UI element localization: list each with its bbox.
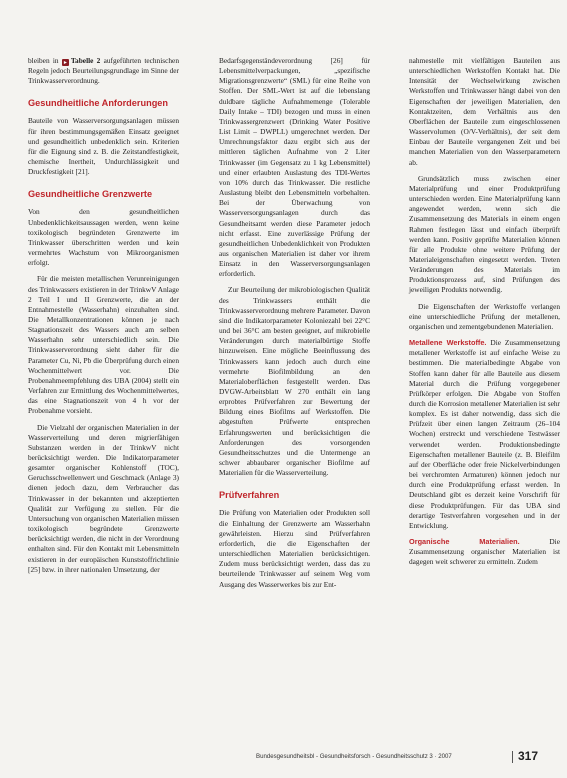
paragraph: nahmestelle mit vielfältigen Bauteilen aus unterschiedlichen Werkstoffen Kontakt hat. Die Intensität der Wechselwirkung zwischen Werkstoffen und Trinkwasser hängt dabei von den Eigenschaften der jeweiligen Materialien, den Kontaktzeiten, dem Verhältnis aus den Oberflächen der Bauteile zum eingeschlossenen Wasservolumen (O/V-Verhältnis), der seit dem Einbau der Bauteile vergangenen Zeit und bei manchen Materialien von den Wasserparametern ab. bbox=[409, 56, 560, 167]
runin-heading-organische: Organische Materialien. bbox=[409, 537, 520, 547]
text-column-left bbox=[28, 56, 179, 581]
paragraph: Von den gesundheitlichen Unbedenklichkeitsaussagen werden, wenn keine toxikologisch begründeten Grenzwerte im Trinkwasser überschritten werden und kein vermehrtes Wachstum von Mikroorganismen erfolgt. bbox=[28, 207, 179, 268]
paragraph: Grundsätzlich muss zwischen einer Materialprüfung und einer Produktprüfung unterschieden werden. Eine Materialprüfung kann angewendet werden, wenn sich die Zusammensetzung des Materials in einem engen Rahmen festlegen lässt und einfach überprüft werden kann. Positiv geprüfte Materialien können für alle Produkte ohne weitere Prüfung der Materialeigenschaften eingesetzt werden. Treten Veränderungen des Materials im Produktionsprozess auf, sind Prüfungen des jeweiligen Produkts notwendig. bbox=[409, 173, 560, 295]
text-column-right bbox=[409, 56, 560, 574]
paragraph: Für die meisten metallischen Verunreinigungen des Trinkwassers existieren in der TrinkwV Anlage 2 Teil I und II Grenzwerte, die an der Entnahmestelle (Wasserhahn) einzuhalten sind. Die Metallkonzentrationen können je nach Stagnationszeit des Wassers auch am selben Wasserhahn sehr unterschiedlich sein. Die Trinkwasserverordnung sieht daher für die Parameter Cu, Ni, Pb die Überprüfung durch einen Wochenmittelwert vor. Die Probenahmeempfehlung des UBA (2004) stellt ein Verfahren zur Ermittlung des Wochenmittelwertes, das eine Stagnationszeit von 4 h vor der Probenahme vorsieht. bbox=[28, 274, 179, 416]
section-heading-grenzwerte: Gesundheitliche Grenzwerte bbox=[28, 189, 153, 200]
section-heading-anforderungen: Gesundheitliche Anforderungen bbox=[28, 98, 169, 109]
runin-heading-metallene: Metallene Werkstoffe. bbox=[409, 338, 487, 348]
paragraph bbox=[409, 537, 560, 567]
journal-citation: Bundesgesundheitsbl - Gesundheitsforsch - Gesundheitsschutz 3 · 2007 bbox=[256, 753, 452, 760]
paragraph bbox=[28, 56, 179, 86]
table-ref-icon: ▸ bbox=[63, 59, 67, 66]
paragraph: Die Vielzahl der organischen Materialien in der Wasserverteilung und deren migrierfähigen Substanzen werden in der TrinkwV nicht berücksichtigt werden. Die Indikatorparameter gesamter organischer Kohlenstoff (TOC), Geruchsschwellenwert und Geschmack (Anlage 3) dienen jedoch dazu, dem Verbraucher das Trinkwasser in der bekannten und akzeptierten Qualität zur Verfügung zu stellen. Für die Untersuchung von organischen Materialien müssen toxikologisch begründete Grenzwerte berücksichtigt werden, die nicht in der Verordnung enthalten sind. Für den Kontakt mit Lebensmitteln existieren in der europäischen Kunststoffrichtlinie [25] bzw. in ihrer nationalen Umsetzung, der bbox=[28, 422, 179, 574]
section-heading-pruefverfahren: Prüfverfahren bbox=[219, 490, 280, 501]
paragraph: Bedarfsgegenständeverordnung [26] für Lebensmittelverpackungen, „spezifische Migrationsgrenzwerte“ (SML) für eine Reihe von Stoffen. Der SML-Wert ist auf die lebenslang duldbare tägliche Aufnahmemenge (Tolerable Daily Intake – TDI) bezogen und muss in einen Trinkwassergrenzwert (Drinking Water Positive List Limit – DWPLL) umgerechnet werden. Der Umrechnungsfaktor dazu ergibt sich aus der mittleren täglichen Aufnahme von 2 Liter Trinkwasser (im Gegensatz zu 1 kg Lebensmittel) und einer erlaubten Auslastung des TDI-Wertes von 10% durch das Trinkwasser. Die restliche Auslastung bleibt den Lebensmitteln vorbehalten. Bei der Überwachung von Wasserversorgungsanlagen durch das Gesundheitsamt werden diese Parameter jedoch nicht erfasst. Eine zuverlässige Prüfung der gesundheitlichen Unbedenklichkeit von Produkten aus organischen Materialien ist daher vor ihrem Einsatz in den Wasserversorgungsanlagen erforderlich. bbox=[219, 56, 370, 279]
paragraph: Die Prüfung von Materialien oder Produkten soll die Einhaltung der Grenzwerte am Wasserhahn gewährleisten. Hierzu sind Prüfverfahren erforderlich, die die Eigenschaften der unterschiedlichen Materialien berücksichtigen. Zudem muss berücksichtigt werden, dass das zu beurteilende Trinkwasser auf seinem Weg vom Ausgang des Wasserwerkes bis zur Ent- bbox=[219, 508, 370, 589]
paragraph bbox=[409, 338, 560, 531]
paragraph: Die Eigenschaften der Werkstoffe verlangen eine unterschiedliche Prüfung der metallenen, organischen und zementgebundenen Materialien. bbox=[409, 301, 560, 331]
footer-divider bbox=[512, 751, 513, 763]
page-footer bbox=[256, 749, 556, 767]
text: aufgeführten technischen Regeln jedoch Beurteilungsgrundlage im Sinne der Trinkwasserverordnung. bbox=[28, 56, 179, 86]
page-number: 317 bbox=[518, 749, 539, 763]
text: Die Zusammensetzung organischer Materialien ist dagegen weit schwerer zu ermitteln. Zudem bbox=[409, 537, 560, 567]
text: bleiben bbox=[28, 56, 50, 65]
text-column-middle bbox=[219, 56, 370, 596]
paragraph: Zur Beurteilung der mikrobiologischen Qualität des Trinkwassers enthält die Trinkwasserverordnung mehrere Parameter. Davon sind die Indikatorparameter Koloniezahl bei 22°C und bei 36°C am besten geeignet, auf mikrobielle Veränderungen durch materialbürtige Stoffe hinzuweisen. Eine mögliche Beeinflussung des Trinkwassers kann jedoch auch durch eine vermehrte Biofilmbildung an den Materialoberflächen festgestellt werden. Das DVGW-Arbeitsblatt W 270 enthält ein lang erprobtes Prüfverfahren zur Bewertung der Bildung eines Biofilms auf Werkstoffen. Die abgestuften Prüfwerte entsprechen Erfahrungswerten und berücksichtigen die Anforderungen des vorsorgenden Gesundheitsschutzes und die Untermenge an schwer abbaubarer organischer Biofilme auf Materialien für die Wasserverteilung. bbox=[219, 285, 370, 478]
paragraph: Bauteile von Wasserversorgungsanlagen müssen für ihren bestimmungsgemäßen Einsatz geeignet und gesundheitlich unbedenklich sein. Kriterien für die Eignung sind z. B. die Zeitstandfestigkeit, chemische Inertheit, Undurchlässigkeit und Druckfestigkeit [21]. bbox=[28, 116, 179, 177]
text: in bbox=[49, 56, 62, 65]
text: Die Zusammensetzung metallener Werkstoffe ist auf einfache Weise zu bestimmen. Die materialbedingte Abgabe von Stoffen kann daher für alle Bauteile aus diesem Material durch die Prüfung vorgegebener Prüfkörper erfolgen. Die Abgabe von Stoffen durch die Korrosion metallener Materialien ist sehr komplex. Es ist daher notwendig, dass sich die Prüfzeit über einen langen Zeitraum (26–104 Wochen) erstreckt und verschiedene Testwässer verwendet werden. Produktionsbedingte Eigenschaften metallener Bauteile (z. B. Bleifilm auf der Oberfläche oder freie Nickelverbindungen bei verchromten Armaturen) können jedoch nur durch eine Produktprüfung erfasst werden. In Deutschland gibt es derzeit keine Vorschrift für diese Produktprüfungen. Für das UBA sind derartige Testverfahren vorgesehen und in der Entwicklung. bbox=[409, 338, 560, 530]
table-reference-link[interactable]: Tabelle 2 bbox=[70, 56, 101, 65]
